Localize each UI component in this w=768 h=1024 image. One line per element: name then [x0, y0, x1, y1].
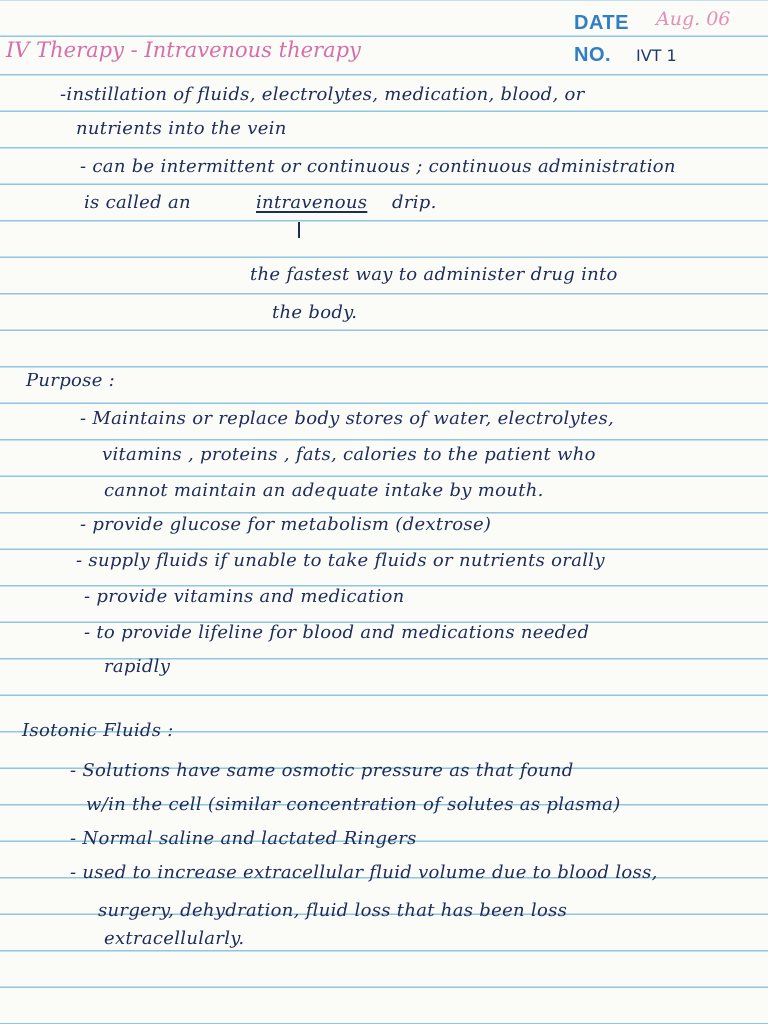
note-line: - provide vitamins and medication: [84, 586, 405, 607]
note-underlined-term: intravenous: [256, 192, 368, 213]
number-label: NO.: [574, 44, 612, 66]
note-line: the fastest way to administer drug into: [250, 264, 618, 285]
date-label: DATE: [574, 12, 629, 34]
page-title: IV Therapy - Intravenous therapy: [6, 38, 361, 62]
note-line: - provide glucose for metabolism (dextrose): [80, 514, 492, 535]
note-line: - Solutions have same osmotic pressure as that found: [70, 760, 574, 781]
note-line: drip.: [392, 192, 437, 213]
note-line: - Normal saline and lactated Ringers: [70, 828, 417, 849]
note-line: - used to increase extracellular fluid volume due to blood loss,: [70, 862, 658, 883]
note-line: - Maintains or replace body stores of water, electrolytes,: [80, 408, 615, 429]
note-line: - supply fluids if unable to take fluids or nutrients orally: [76, 550, 605, 571]
note-line: cannot maintain an adequate intake by mouth.: [104, 480, 544, 501]
note-line: surgery, dehydration, fluid loss that has been loss: [98, 900, 568, 921]
note-line: w/in the cell (similar concentration of solutes as plasma): [86, 794, 621, 815]
note-line: - can be intermittent or continuous ; continuous administration: [80, 156, 676, 177]
section-heading-isotonic-fluids: Isotonic Fluids :: [22, 720, 174, 741]
note-line: is called an: [84, 192, 191, 213]
connector-mark: [298, 222, 300, 238]
note-line: nutrients into the vein: [76, 118, 287, 139]
note-line: rapidly: [104, 656, 171, 677]
note-line: - to provide lifeline for blood and medications needed: [84, 622, 590, 643]
date-value: Aug. 06: [656, 8, 731, 30]
note-line: -instillation of fluids, electrolytes, medication, blood, or: [60, 84, 585, 105]
note-line: extracellularly.: [104, 928, 245, 949]
note-line: the body.: [272, 302, 358, 323]
number-value: IVT 1: [636, 46, 677, 65]
section-heading-purpose: Purpose :: [26, 370, 116, 391]
note-line: vitamins , proteins , fats, calories to the patient who: [102, 444, 596, 465]
